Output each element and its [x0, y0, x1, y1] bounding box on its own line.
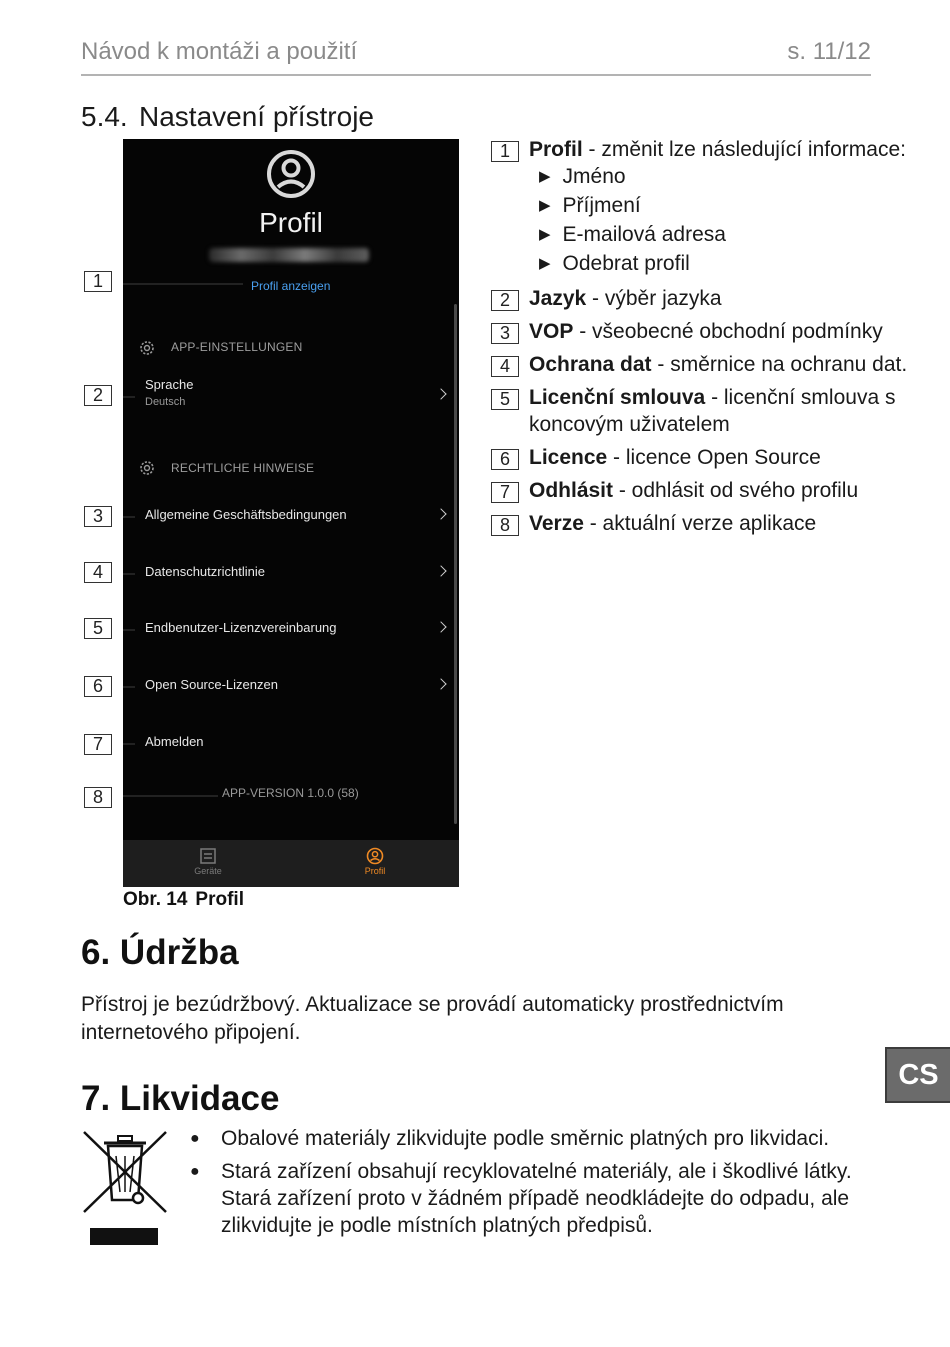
tab-devices-label: Geräte	[194, 866, 222, 876]
section-heading	[81, 101, 374, 133]
disposal-bullet: ● Stará zařízení obsahují recyklovatelné materiály, ale i škodlivé látky. Stará zařízení proto v žádném případě neodkládejte do odpadu, ale zlikvidujte je podle místních platných předpisů.	[190, 1158, 880, 1239]
legend-item	[491, 510, 911, 537]
open-source-item[interactable]: Open Source-Lizenzen	[145, 677, 278, 692]
legend-subitem: ▶ Odebrat profil	[539, 250, 911, 279]
legend-number: 2	[491, 290, 519, 311]
callout-line	[123, 573, 135, 575]
chevron-right-icon[interactable]	[435, 565, 446, 576]
callout-legend	[491, 136, 911, 543]
legend-number: 4	[491, 356, 519, 377]
logout-item[interactable]: Abmelden	[145, 734, 204, 749]
legend-desc: - směrnice na ochranu dat.	[651, 353, 908, 376]
legend-desc: - výběr jazyka	[586, 287, 722, 310]
legend-term: Ochrana dat	[529, 353, 652, 376]
callout-1: 1	[84, 271, 112, 292]
maintenance-text: Přístroj je bezúdržbový. Aktualizace se provádí automaticky prostřednictvím internetového připojení.	[81, 993, 784, 1044]
figure-caption	[123, 889, 244, 911]
show-profile-link[interactable]: Profil anzeigen	[251, 279, 331, 293]
legend-desc: - aktuální verze aplikace	[583, 512, 817, 535]
legend-term: Licenční smlouva	[529, 386, 706, 409]
language-label[interactable]: Sprache	[145, 377, 194, 392]
legend-subitem: ▶ Příjmení	[539, 192, 911, 221]
legend-term: Odhlásit	[529, 479, 614, 502]
language-tab: CS	[885, 1047, 950, 1103]
legend-term: Profil	[529, 138, 583, 161]
legend-number: 1	[491, 141, 519, 162]
figure-title: Profil	[195, 889, 244, 910]
callout-2: 2	[84, 385, 112, 406]
legend-term: Licence	[529, 446, 608, 469]
legend-number: 7	[491, 482, 519, 503]
legend-desc: - odhlásit od svého profilu	[613, 479, 859, 502]
legend-subitems	[529, 163, 911, 279]
legal-heading: RECHTLICHE HINWEISE	[171, 461, 315, 475]
legend-desc: - všeobecné obchodní podmínky	[573, 320, 883, 343]
legend-number: 6	[491, 449, 519, 470]
callout-5: 5	[84, 618, 112, 639]
terms-item[interactable]: Allgemeine Geschäftsbedingungen	[145, 507, 347, 522]
section-number: 5.4.	[81, 101, 128, 132]
legend-desc: - licenční smlouva s koncovým uživatelem	[529, 386, 896, 436]
language-value: Deutsch	[145, 396, 186, 408]
legend-subitem: ▶ E-mailová adresa	[539, 221, 911, 250]
header-divider	[81, 74, 871, 76]
callout-7: 7	[84, 734, 112, 755]
devices-icon	[199, 847, 217, 865]
gear-icon	[138, 339, 156, 357]
app-screenshot	[123, 139, 459, 887]
section-title: Nastavení přístroje	[139, 101, 374, 132]
legend-item	[491, 384, 911, 438]
callout-4: 4	[84, 562, 112, 583]
document-title: Návod k montáži a použití	[81, 38, 358, 65]
callout-line	[123, 686, 135, 688]
tab-profile[interactable]	[350, 847, 400, 876]
callout-line	[123, 396, 135, 398]
callout-3: 3	[84, 506, 112, 527]
scrollbar[interactable]	[454, 304, 457, 824]
chevron-right-icon[interactable]	[435, 388, 446, 399]
tab-devices[interactable]	[183, 847, 233, 876]
disposal-heading: 7. Likvidace	[81, 1079, 280, 1118]
disposal-list	[190, 1125, 880, 1245]
chevron-right-icon[interactable]	[435, 508, 446, 519]
profile-title: Profil	[259, 207, 323, 238]
tab-bar	[123, 840, 459, 887]
legend-desc: - licence Open Source	[607, 446, 821, 469]
privacy-item[interactable]: Datenschutzrichtlinie	[145, 564, 265, 579]
eula-item[interactable]: Endbenutzer-Lizenzvereinbarung	[145, 620, 337, 635]
legend-number: 3	[491, 323, 519, 344]
callout-line	[123, 629, 135, 631]
chevron-right-icon[interactable]	[435, 621, 446, 632]
maintenance-heading: 6. Údržba	[81, 933, 239, 972]
callout-line	[123, 283, 243, 285]
legend-subitem: ▶ Jméno	[539, 163, 911, 192]
app-version: APP-VERSION 1.0.0 (58)	[222, 786, 359, 800]
page-number: s. 11/12	[787, 38, 871, 65]
profile-icon	[366, 847, 384, 865]
gear-icon	[138, 459, 156, 477]
legend-term: VOP	[529, 320, 574, 343]
blurred-email	[209, 248, 369, 262]
legend-item	[491, 444, 911, 471]
figure-number: Obr. 14	[123, 889, 188, 910]
legend-term: Jazyk	[529, 287, 587, 310]
legend-item	[491, 351, 911, 378]
legend-item	[491, 477, 911, 504]
callout-line	[123, 516, 135, 518]
weee-crossed-bin-icon	[80, 1128, 170, 1248]
legend-item	[491, 136, 911, 279]
tab-profile-label: Profil	[364, 866, 386, 876]
legend-desc: - změnit lze následující informace:	[582, 138, 906, 161]
legend-number: 5	[491, 389, 519, 410]
legend-item	[491, 318, 911, 345]
callout-8: 8	[84, 787, 112, 808]
disposal-bullet: ● Obalové materiály zlikvidujte podle směrnic platných pro likvidaci.	[190, 1125, 880, 1152]
chevron-right-icon[interactable]	[435, 678, 446, 689]
callout-6: 6	[84, 676, 112, 697]
legend-term: Verze	[529, 512, 584, 535]
legend-item	[491, 285, 911, 312]
callout-line	[123, 743, 135, 745]
legend-number: 8	[491, 515, 519, 536]
profile-avatar-icon	[266, 149, 316, 199]
callout-line	[123, 795, 218, 797]
app-settings-heading: APP-EINSTELLUNGEN	[171, 340, 303, 354]
